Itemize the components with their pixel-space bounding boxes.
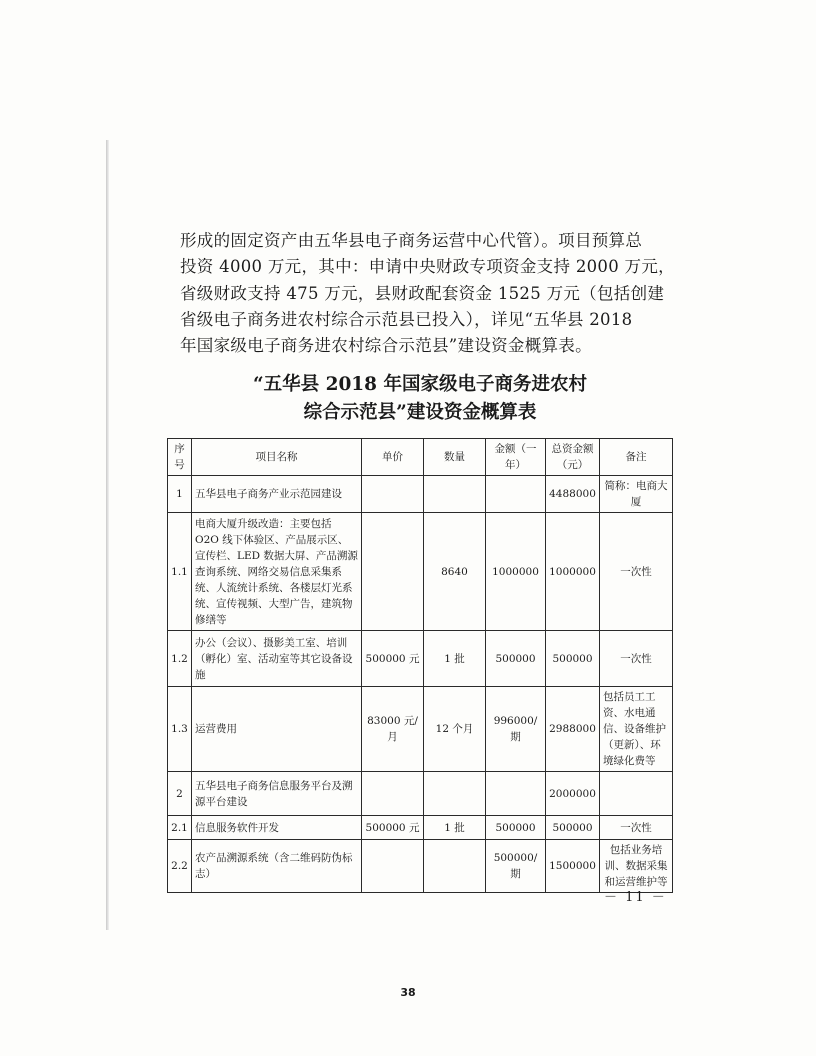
cell-name: 农产品溯源系统（含二维码防伪标志） (192, 840, 362, 893)
paragraph-line: 投资 4000 万元，其中：申请中央财政专项资金支持 2000 万元， (180, 257, 675, 277)
cell-note: 一次性 (600, 816, 673, 840)
cell-total: 500000 (546, 631, 600, 687)
cell-amount: 500000/期 (486, 840, 546, 893)
cell-unit-price (362, 772, 424, 816)
cell-quantity: 1 批 (424, 816, 486, 840)
cell-name: 五华县电子商务产业示范园建设 (192, 476, 362, 513)
cell-unit-price: 500000 元 (362, 631, 424, 687)
cell-seq: 1 (168, 476, 192, 513)
header-note: 备注 (600, 439, 673, 476)
cell-quantity: 8640 (424, 513, 486, 631)
header-total: 总资金额（元） (546, 439, 600, 476)
cell-amount (486, 772, 546, 816)
cell-amount: 996000/期 (486, 687, 546, 772)
table-row (168, 816, 673, 840)
table-row (168, 840, 673, 893)
cell-note: 一次性 (600, 513, 673, 631)
cell-quantity (424, 772, 486, 816)
cell-quantity (424, 840, 486, 893)
header-amount: 金额（一年） (486, 439, 546, 476)
cell-seq: 2.1 (168, 816, 192, 840)
cell-total: 500000 (546, 816, 600, 840)
cell-seq: 1.3 (168, 687, 192, 772)
table-header-row (168, 439, 673, 476)
cell-note: 简称：电商大厦 (600, 476, 673, 513)
cell-amount (486, 476, 546, 513)
cell-total: 2000000 (546, 772, 600, 816)
cell-unit-price (362, 840, 424, 893)
cell-total: 4488000 (546, 476, 600, 513)
budget-table (167, 438, 673, 893)
table-row (168, 631, 673, 687)
paragraph-line: 年国家级电子商务进农村综合示范县”建设资金概算表。 (180, 336, 592, 356)
cell-total: 2988000 (546, 687, 600, 772)
table-row (168, 513, 673, 631)
table-row (168, 772, 673, 816)
paragraph-line: 形成的固定资产由五华县电子商务运营中心代管）。项目预算总 (180, 231, 643, 250)
cell-amount: 500000 (486, 816, 546, 840)
scan-edge-shadow (106, 140, 109, 930)
cell-seq: 2 (168, 772, 192, 816)
cell-name: 五华县电子商务信息服务平台及溯源平台建设 (192, 772, 362, 816)
table-title-line-1: “五华县 2018 年国家级电子商务进农村 (252, 374, 587, 395)
cell-note: 一次性 (600, 631, 673, 687)
cell-quantity: 1 批 (424, 631, 486, 687)
cell-note: 包括员工工资、水电通信、设备维护（更新）、环境绿化费等 (600, 687, 673, 772)
cell-note: 包括业务培训、数据采集和运营维护等 (600, 840, 673, 893)
cell-seq: 1.2 (168, 631, 192, 687)
header-name: 项目名称 (192, 439, 362, 476)
cell-unit-price: 500000 元 (362, 816, 424, 840)
page-number: － 11 － (604, 890, 667, 905)
table-title-line-2: 综合示范县”建设资金概算表 (303, 402, 537, 423)
cell-quantity (424, 476, 486, 513)
cell-amount: 500000 (486, 631, 546, 687)
paragraph-line: 省级财政支持 475 万元，县财政配套资金 1525 万元（包括创建 (180, 283, 665, 303)
table-row (168, 476, 673, 513)
cell-unit-price (362, 513, 424, 631)
cell-total: 1500000 (546, 840, 600, 893)
cell-name: 电商大厦升级改造：主要包括 O2O 线下体验区、产品展示区、宣传栏、LED 数据大屏、产品溯源查询系统、网络交易信息采集系统、人流统计系统、各楼层灯光系统、宣传视频、大型广告，建筑物修缮等 (192, 513, 362, 631)
header-seq: 序号 (168, 439, 192, 476)
cell-seq: 1.1 (168, 513, 192, 631)
cell-name: 信息服务软件开发 (192, 816, 362, 840)
cell-name: 运营费用 (192, 687, 362, 772)
cell-total: 1000000 (546, 513, 600, 631)
cell-unit-price: 83000 元/月 (362, 687, 424, 772)
table-row (168, 687, 673, 772)
cell-amount: 1000000 (486, 513, 546, 631)
cell-quantity: 12 个月 (424, 687, 486, 772)
footer-page-number: 38 (400, 986, 416, 999)
cell-name: 办公（会议）、摄影美工室、培训（孵化）室、活动室等其它设备设施 (192, 631, 362, 687)
paragraph-line: 省级电子商务进农村综合示范县已投入），详见“五华县 2018 (180, 309, 633, 329)
cell-note (600, 772, 673, 816)
cell-seq: 2.2 (168, 840, 192, 893)
header-unit-price: 单价 (362, 439, 424, 476)
cell-unit-price (362, 476, 424, 513)
header-quantity: 数量 (424, 439, 486, 476)
body-paragraph (180, 228, 675, 359)
